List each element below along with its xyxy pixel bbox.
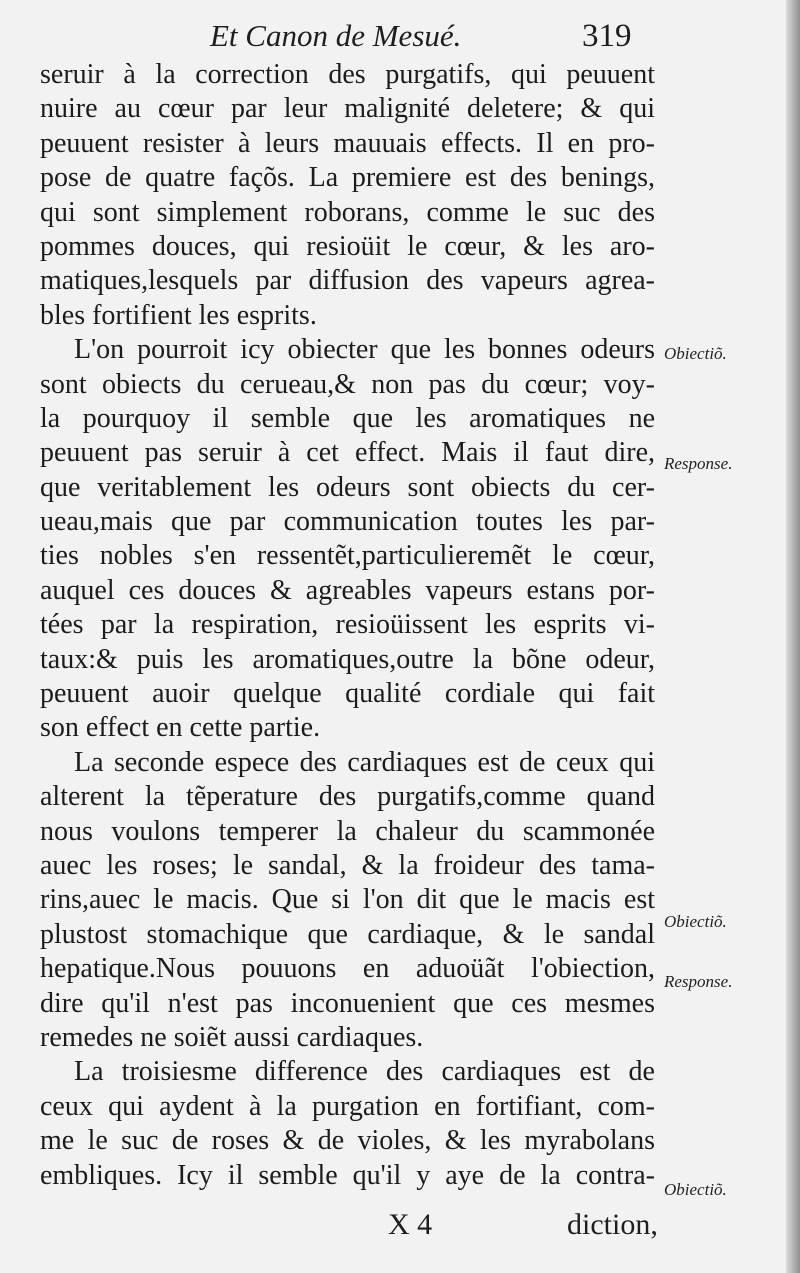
text-line: pose de quatre façõs. La premiere est des benings, (40, 162, 655, 194)
margin-note-objection: Obiectiõ. (664, 1180, 727, 1199)
text-line: peuuent resister à leurs mauuais effects. Il en pro- (40, 127, 655, 159)
text-line: remedes ne soiẽt aussi cardiaques. (40, 1021, 424, 1053)
text-line: bles fortifient les esprits. (40, 299, 317, 331)
text-line: que veritablement les odeurs sont obiects du cer- (40, 471, 655, 503)
page-number: 319 (582, 18, 632, 54)
text-line: nuire au cœur par leur malignité deletere; & qui (40, 93, 655, 125)
text-line: ceux qui aydent à la purgation en fortifiant, com- (40, 1090, 655, 1122)
text-line: La seconde espece des cardiaques est de ceux qui (74, 746, 655, 778)
text-line: nous voulons temperer la chaleur du scammonée (40, 815, 655, 847)
text-line: L'on pourroit icy obiecter que les bonnes odeurs (74, 334, 655, 366)
margin-notes (664, 0, 784, 1273)
margin-note-objection: Obiectiõ. (664, 344, 727, 363)
body-text (40, 58, 655, 1193)
page-footer (0, 1208, 800, 1248)
text-line: ties nobles s'en ressentẽt,particulieremẽt le cœur, (40, 540, 655, 572)
text-line: hepatique.Nous pouuons en aduoüãt l'obiection, (40, 953, 655, 985)
text-line: alterent la tẽperature des purgatifs,comme quand (40, 781, 655, 813)
text-line: son effect en cette partie. (40, 712, 321, 744)
page-edge-shadow (786, 0, 800, 1273)
margin-note-response: Response. (664, 972, 733, 991)
text-line: La troisiesme difference des cardiaques est de (74, 1056, 655, 1088)
text-line: seruir à la correction des purgatifs, qui peuuent (40, 59, 655, 90)
signature-mark: X 4 (388, 1208, 433, 1241)
text-line: auec les roses; le sandal, & la froideur des tama- (40, 849, 655, 881)
catchword: diction, (567, 1208, 658, 1241)
text-line: embliques. Icy il semble qu'il y aye de la contra- (40, 1159, 655, 1191)
text-line: plustost stomachique que cardiaque, & le sandal (40, 918, 655, 950)
text-line: qui sont simplement roborans, comme le suc des (40, 196, 655, 228)
text-line: taux:& puis les aromatiques,outre la bõne odeur, (40, 643, 655, 675)
text-line: dire qu'il n'est pas inconuenient que ces mesmes (40, 987, 655, 1019)
margin-note-objection: Obiectiõ. (664, 912, 727, 931)
text-line: me le suc de roses & de violes, & les myrabolans (40, 1125, 655, 1157)
text-line: pommes douces, qui resioüit le cœur, & les aro- (40, 230, 655, 262)
text-line: la pourquoy il semble que les aromatiques ne (40, 402, 655, 434)
running-title: Et Canon de Mesué. (210, 18, 462, 53)
text-line: sont obiects du cerueau,& non pas du cœur; voy- (40, 368, 655, 400)
margin-note-response: Response. (664, 454, 733, 473)
text-line: peuuent auoir quelque qualité cordiale qui fait (40, 678, 655, 710)
text-line: peuuent pas seruir à cet effect. Mais il faut dire, (40, 437, 655, 469)
text-line: ueau,mais que par communication toutes les par- (40, 506, 655, 538)
text-line: matiques,lesquels par diffusion des vapeurs agrea- (40, 265, 655, 297)
text-line: tées par la respiration, resioüissent les esprits vi- (40, 609, 655, 641)
text-line: rins,auec le macis. Que si l'on dit que le macis est (40, 884, 655, 916)
text-line: auquel ces douces & agreables vapeurs estans por- (40, 574, 655, 606)
